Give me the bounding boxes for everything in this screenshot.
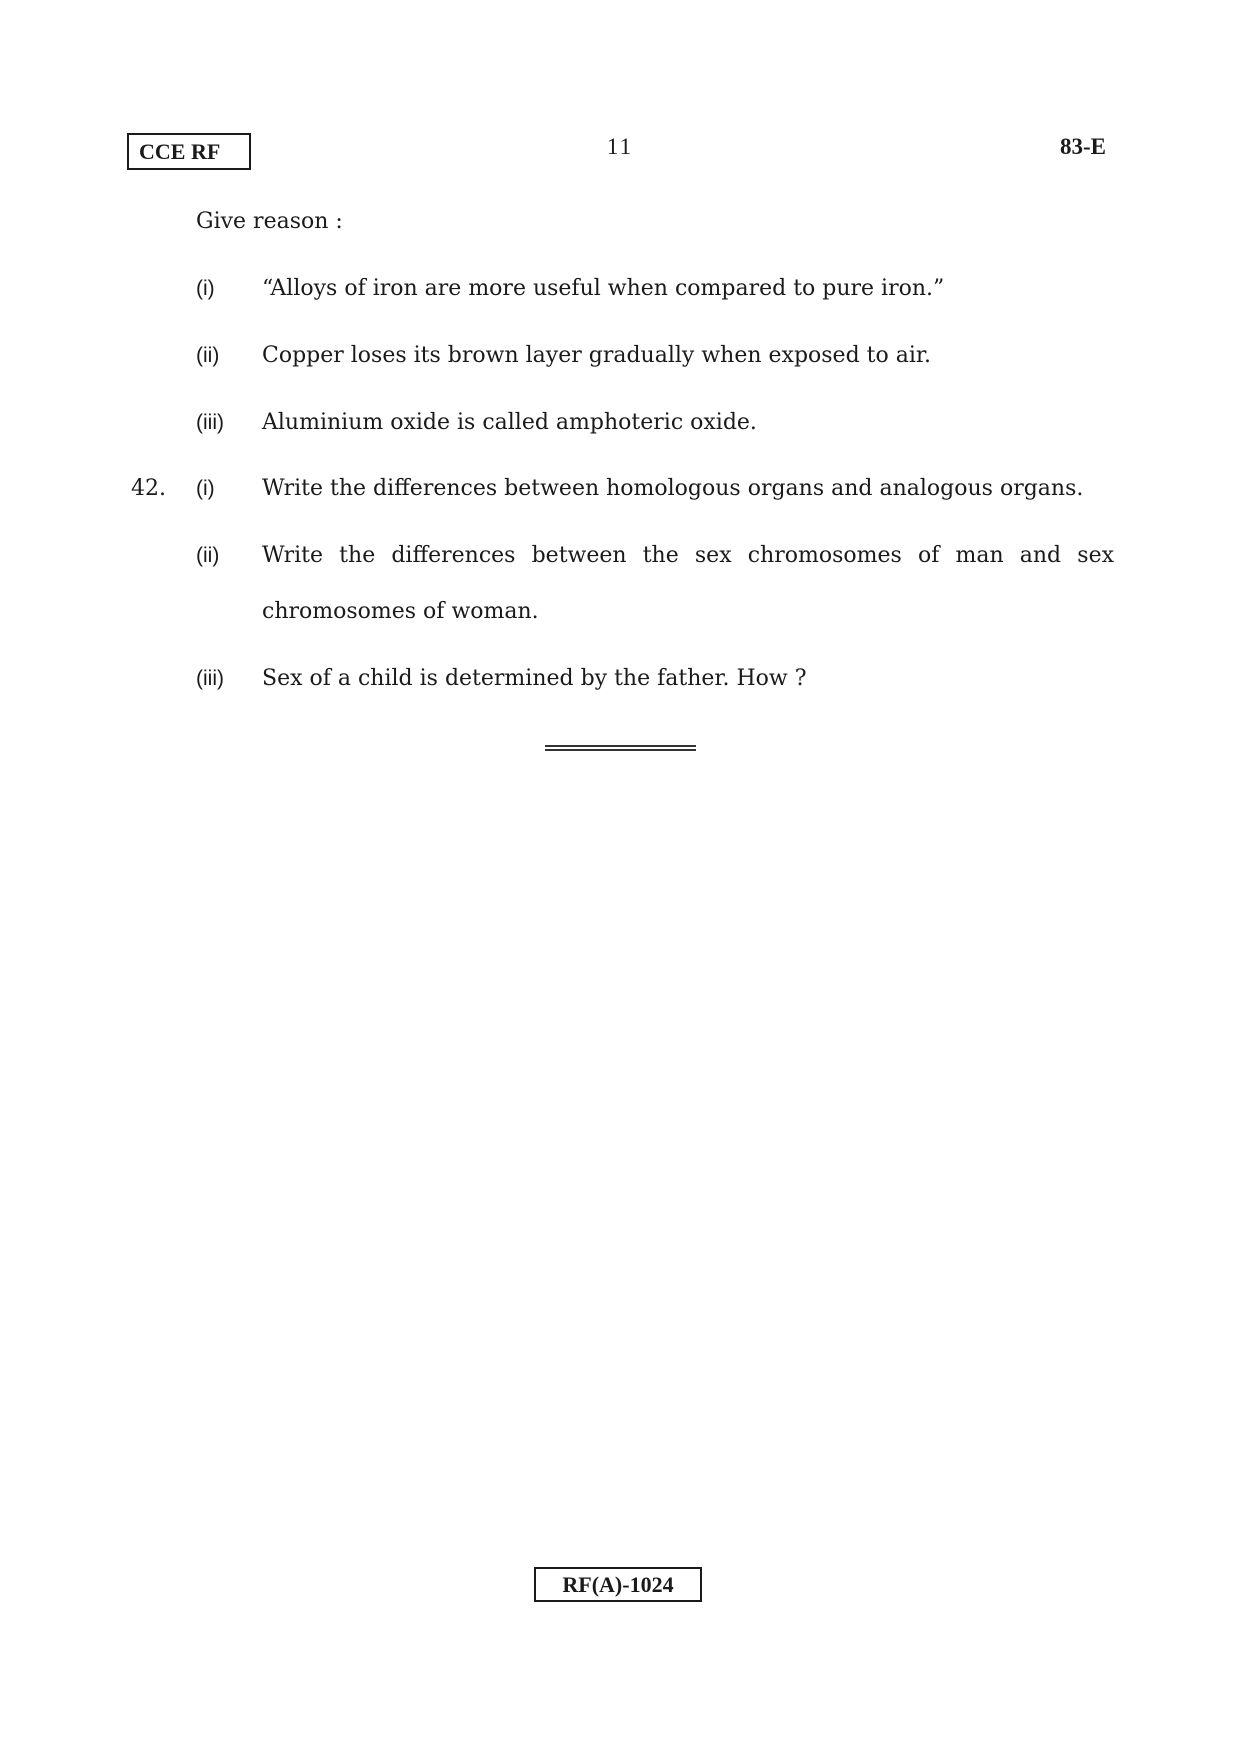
q41-item-3-text: Aluminium oxide is called amphoteric oxide. <box>262 410 757 435</box>
page-number: 11 <box>606 134 634 159</box>
q42-item-2-label: (ii) <box>196 544 220 567</box>
q42-item-1-text: Write the differences between homologous organs and analogous organs. <box>262 476 1084 501</box>
q42-item-2-text-line1: Write the differences between the sex chromosomes of man and sex <box>262 543 1114 568</box>
give-reason-intro: Give reason : <box>196 209 343 234</box>
q42-item-1-label: (i) <box>196 477 215 500</box>
q41-item-2-label: (ii) <box>196 344 220 367</box>
q41-item-1-text: “Alloys of iron are more useful when compared to pure iron.” <box>262 276 945 301</box>
q42-item-2-text-line2: chromosomes of woman. <box>262 599 539 624</box>
header-code-box: CCE RF <box>127 133 251 170</box>
q41-item-2-text: Copper loses its brown layer gradually when exposed to air. <box>262 343 931 368</box>
q41-item-3-label: (iii) <box>196 411 224 434</box>
q42-item-3-label: (iii) <box>196 667 224 690</box>
question-42-number: 42. <box>131 476 166 501</box>
footer-code-box: RF(A)-1024 <box>534 1567 702 1602</box>
q41-item-1-label: (i) <box>196 277 215 300</box>
q42-item-3-text: Sex of a child is determined by the father. How ? <box>262 666 807 691</box>
paper-code: 83-E <box>1060 134 1106 159</box>
end-double-rule <box>545 745 696 751</box>
